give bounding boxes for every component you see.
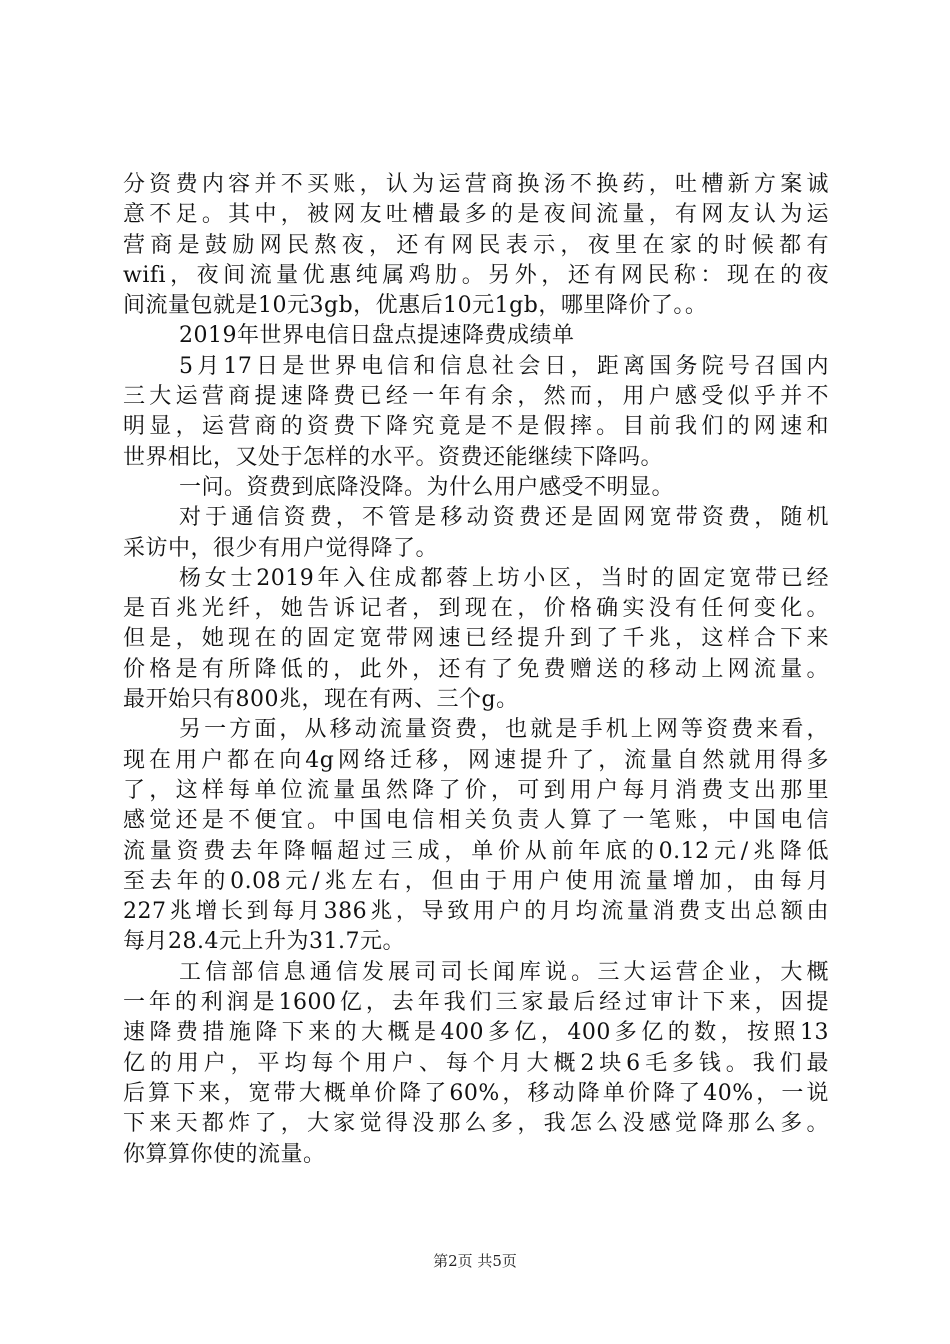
text-line: 了，这样每单位流量虽然降了价，可到用户每月消费支出那里	[123, 777, 829, 803]
text-line: 亿的用户，平均每个用户、每个月大概2块6毛多钱。我们最	[123, 1050, 829, 1076]
text-line: 现在用户都在向4g网络迁移，网速提升了，流量自然就用得多	[123, 747, 829, 773]
text-line: 一年的利润是1600亿，去年我们三家最后经过审计下来，因提	[123, 990, 829, 1016]
text-line: 杨女士2019年入住成都蓉上坊小区，当时的固定宽带已经	[179, 565, 829, 591]
text-line: 一问。资费到底降没降。为什么用户感受不明显。	[179, 474, 675, 500]
text-line: 工信部信息通信发展司司长闻库说。三大运营企业，大概	[179, 959, 829, 985]
text-line: 流量资费去年降幅超过三成，单价从前年底的0.12元/兆降低	[123, 838, 829, 864]
text-line: 但是，她现在的固定宽带网速已经提升到了千兆，这样合下来	[123, 626, 829, 652]
text-line: 速降费措施降下来的大概是400多亿，400多亿的数，按照13	[123, 1020, 829, 1046]
text-line: 对于通信资费，不管是移动资费还是固网宽带资费，随机	[179, 505, 829, 531]
text-line: 分资费内容并不买账，认为运营商换汤不换药，吐槽新方案诚	[123, 172, 829, 197]
text-line: wifi，夜间流量优惠纯属鸡肋。另外，还有网民称：现在的夜	[123, 262, 829, 288]
text-line: 感觉还是不便宜。中国电信相关负责人算了一笔账，中国电信	[123, 808, 829, 834]
text-line: 你算算你使的流量。	[123, 1141, 326, 1167]
document-body	[123, 170, 829, 1170]
text-line: 三大运营商提速降费已经一年有余，然而，用户感受似乎并不	[123, 384, 829, 410]
text-line: 意不足。其中，被网友吐槽最多的是夜间流量，有网友认为运	[123, 202, 829, 228]
text-line: 2019年世界电信日盘点提速降费成绩单	[179, 323, 575, 349]
text-line: 每月28.4元上升为31.7元。	[123, 929, 405, 955]
text-line: 5月17日是世界电信和信息社会日，距离国务院号召国内	[179, 353, 829, 379]
text-line: 明显，运营商的资费下降究竟是不是假摔。目前我们的网速和	[123, 414, 829, 440]
text-line: 227兆增长到每月386兆，导致用户的月均流量消费支出总额由	[123, 899, 829, 925]
text-line: 世界相比，又处于怎样的水平。资费还能继续下降吗。	[123, 444, 664, 470]
text-line: 下来天都炸了，大家觉得没那么多，我怎么没感觉降那么多。	[123, 1111, 829, 1137]
text-line: 最开始只有800兆，现在有两、三个g。	[123, 687, 519, 713]
text-line: 采访中，很少有用户觉得降了。	[123, 535, 439, 561]
text-line: 价格是有所降低的，此外，还有了免费赠送的移动上网流量。	[123, 656, 829, 682]
text-line: 是百兆光纤，她告诉记者，到现在，价格确实没有任何变化。	[123, 596, 829, 622]
text-line: 营商是鼓励网民熬夜，还有网民表示，夜里在家的时候都有	[123, 232, 829, 258]
text-line: 至去年的0.08元/兆左右，但由于用户使用流量增加，由每月	[123, 868, 829, 894]
text-line: 另一方面，从移动流量资费，也就是手机上网等资费来看，	[179, 717, 829, 743]
text-line: 间流量包就是10元3gb，优惠后10元1gb，哪里降价了。。	[123, 293, 708, 319]
page-footer: 第2页 共5页	[433, 1252, 517, 1270]
text-line: 后算下来，宽带大概单价降了60%，移动降单价降了40%，一说	[123, 1080, 829, 1106]
